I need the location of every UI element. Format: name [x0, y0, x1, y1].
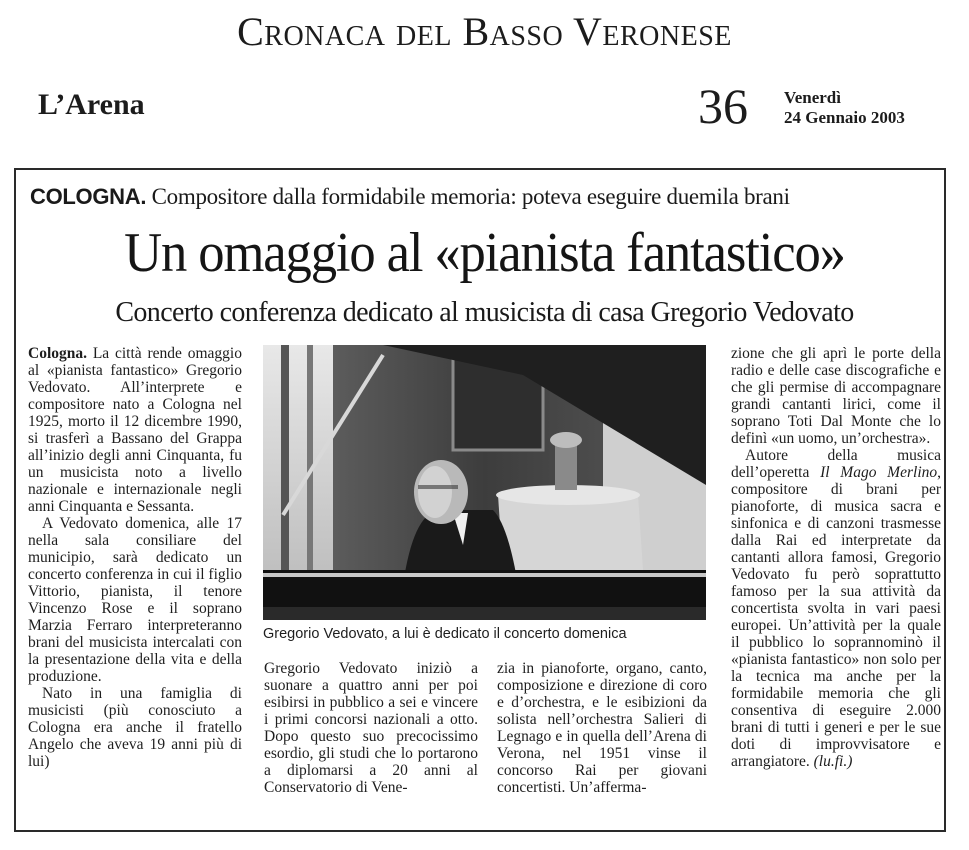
paragraph: zione che gli aprì le porte della radio e delle case discografiche e che gli permise di accompagnare grandi cantanti lirici, come il soprano Toti Dal Monte che lo definì «un uomo, un’orchestra». — [731, 345, 941, 447]
kicker-text: Compositore dalla formidabile memoria: poteva eseguire duemila brani — [151, 184, 790, 209]
photo-pianist — [263, 345, 706, 620]
paragraph: Nato in una famiglia di musicisti (più conosciuto a Cologna era anche il fratello Angelo che aveva 19 anni più di lui) — [28, 685, 242, 770]
paragraph-text: Autore della musica dell’operetta — [731, 447, 941, 481]
paragraph — [28, 345, 242, 515]
article-column-2 — [264, 660, 478, 796]
page-number: 36 — [698, 78, 748, 134]
paragraph: Gregorio Vedovato iniziò a suonare a quattro anni per poi esibirsi in pubblico a sei e vincere i primi concorsi nazionali a otto. Dopo questo suo precocissimo esordio, gli studi che lo portarono a diplomarsi a 20 anni al Conservatorio di Vene- — [264, 660, 478, 796]
paragraph-text: , compositore di brani per pianoforte, di musica sacra e sinfonica e di canzoni trasmesse dalla Rai ed interpretate da cantanti allora famosi, Gregorio Vedovato fu però soprattutto famoso per la sua attività da concertista svolta in vari paesi europei. Un’attività per la quale il pubblico lo soprannominò il «pianista fantastico» non solo per la tecnica ma anche per la formidabile memoria che gli consentiva di eseguire 2.000 brani di tutti i generi e per le sue doti di improvvisatore e arrangiatore. — [731, 464, 941, 770]
kicker-place: COLOGNA. — [30, 184, 147, 209]
dateline: Cologna. — [28, 345, 87, 362]
date-block — [784, 88, 905, 128]
paragraph — [731, 447, 941, 770]
headline: Un omaggio al «pianista fantastico» — [124, 222, 845, 284]
newspaper-name: L’Arena — [38, 88, 145, 121]
article-column-3 — [497, 660, 707, 796]
issue-date: 24 Gennaio 2003 — [784, 108, 905, 127]
operetta-title: Il Mago Merlino — [820, 464, 938, 481]
article-column-1 — [28, 345, 242, 770]
article-column-4 — [731, 345, 941, 770]
subheadline: Concerto conferenza dedicato al musicista di casa Gregorio Vedovato — [115, 297, 854, 328]
paragraph-text: La città rende omaggio al «pianista fantastico» Gregorio Vedovato. All’interprete e compositore nato a Cologna nel 1925, morto il 12 dicembre 1990, si trasferì a Bassano del Grappa all’inizio degli anni Cinquanta, fu un musicista noto a livello nazionale e internazionale negli anni Cinquanta e Sessanta. — [28, 345, 242, 515]
weekday: Venerdì — [784, 88, 841, 107]
paragraph: A Vedovato domenica, alle 17 nella sala consiliare del municipio, sarà dedicato un concerto conferenza in cui il figlio Vittorio, pianista, il tenore Vincenzo Rose e il soprano Marzia Ferraro interpreteranno brani del musicista intercalati con la presentazione della vita e della produzione. — [28, 515, 242, 685]
kicker — [30, 183, 790, 211]
photo-caption: Gregorio Vedovato, a lui è dedicato il concerto domenica — [263, 626, 627, 642]
paragraph: zia in pianoforte, organo, canto, composizione e direzione di coro e d’orchestra, e le esibizioni da solista nell’orchestra Salieri di Legnago e in quella dell’Arena di Verona, nel 1951 vinse il concorso Rai per giovani concertisti. Un’afferma- — [497, 660, 707, 796]
section-masthead: Cronaca del Basso Veronese — [237, 9, 732, 54]
author-signature: (lu.fi.) — [813, 753, 853, 770]
